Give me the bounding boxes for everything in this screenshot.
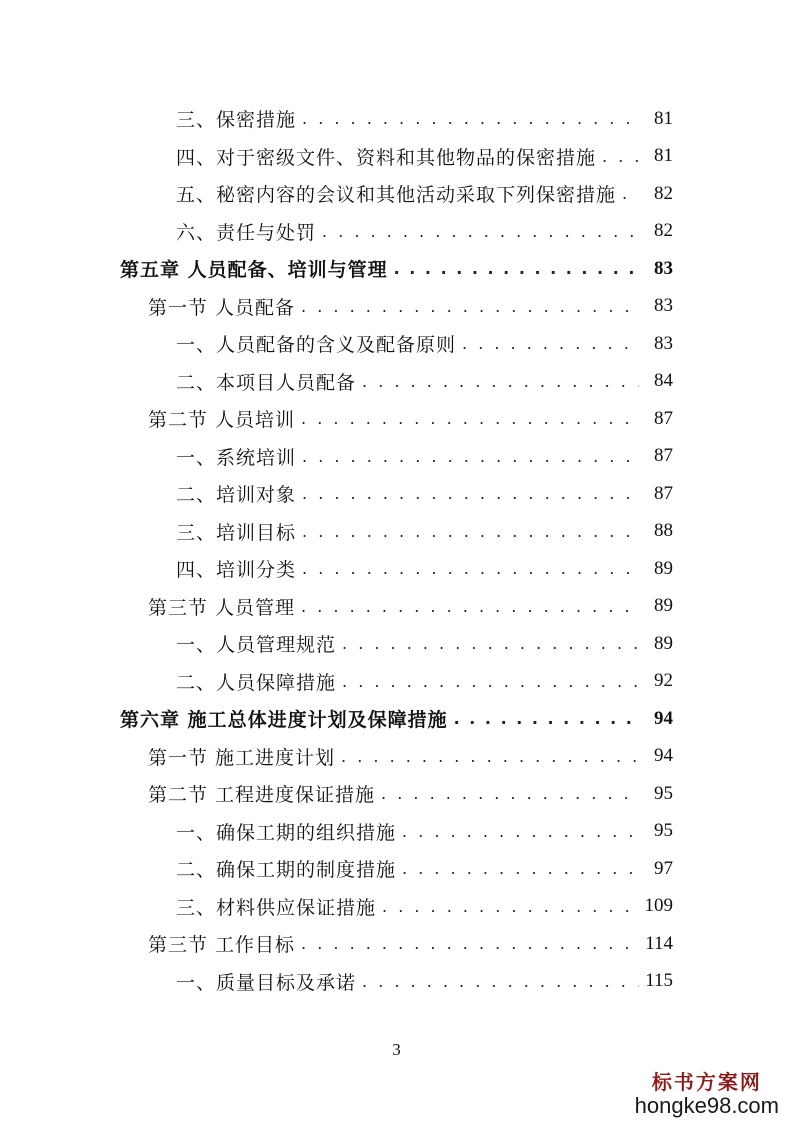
toc-item-entry [0, 888, 793, 926]
toc-page-number: 89 [654, 595, 673, 617]
toc-page-number: 81 [654, 107, 673, 129]
toc-entry-title: 一、确保工期的组织措施 [176, 821, 397, 844]
toc-entry-title: 三、培训目标 [176, 521, 297, 544]
toc-page-number: 97 [654, 857, 673, 879]
toc-page-number: 94 [654, 745, 673, 767]
toc-chapter-entry [0, 250, 793, 288]
toc-entry-title: 第五章 人员配备、培训与管理 [120, 259, 388, 282]
toc-entry-title: 一、人员配备的含义及配备原则 [176, 334, 457, 357]
toc-row-inner [176, 855, 793, 882]
toc-page-number: 84 [654, 370, 673, 392]
toc-page-number: 81 [654, 145, 673, 167]
toc-dot-leader [622, 184, 639, 203]
toc-dot-leader [302, 109, 639, 128]
toc-entry-title: 四、对于密级文件、资料和其他物品的保密措施 [176, 146, 597, 169]
toc-row-inner [176, 368, 793, 395]
toc-row-inner [120, 705, 793, 732]
toc-chapter-entry [0, 700, 793, 738]
toc-row-inner [176, 968, 793, 995]
toc-dot-leader [302, 559, 639, 578]
toc-entry-title: 二、确保工期的制度措施 [176, 859, 397, 882]
toc-row-inner [120, 255, 793, 282]
toc-entry-title: 三、保密措施 [176, 109, 297, 132]
page-number: 3 [392, 1040, 401, 1059]
toc-dot-leader [362, 372, 639, 391]
toc-item-entry [0, 963, 793, 1001]
toc-dot-leader [381, 784, 639, 803]
toc-entry-title: 第二节 工程进度保证措施 [148, 784, 376, 807]
toc-row-inner [148, 743, 793, 770]
toc-dot-leader [301, 409, 639, 428]
toc-row-inner [176, 480, 793, 507]
toc-item-entry [0, 625, 793, 663]
watermark-url: hongke98.com [634, 1093, 779, 1118]
toc-row-inner [148, 593, 793, 620]
toc-row-inner [176, 518, 793, 545]
toc-dot-leader [302, 522, 639, 541]
toc-entry-title: 第二节 人员培训 [148, 409, 296, 432]
toc-dot-leader [462, 334, 639, 353]
toc-item-entry [0, 175, 793, 213]
toc-entry-title: 第一节 人员配备 [148, 296, 296, 319]
toc-dot-leader [342, 672, 639, 691]
toc-row-inner [176, 218, 793, 245]
toc-page-number: 82 [654, 220, 673, 242]
toc-page-number: 109 [644, 895, 673, 917]
toc-dot-leader [302, 447, 639, 466]
toc-item-entry [0, 213, 793, 251]
toc-dot-leader [301, 934, 639, 953]
toc-dot-leader [402, 859, 639, 878]
toc-section-entry [0, 775, 793, 813]
toc-row-inner [148, 930, 793, 957]
toc-page-number: 83 [654, 332, 673, 354]
toc-dot-leader [602, 147, 639, 166]
toc-entry-title: 第三节 人员管理 [148, 596, 296, 619]
toc-row-inner [176, 668, 793, 695]
toc-page-number: 89 [654, 557, 673, 579]
toc-page-number: 95 [654, 820, 673, 842]
toc-dot-leader [302, 484, 639, 503]
toc-item-entry [0, 100, 793, 138]
toc-item-entry [0, 363, 793, 401]
toc-row-inner [176, 105, 793, 132]
toc-dot-leader [394, 259, 639, 278]
toc-item-entry [0, 138, 793, 176]
toc-row-inner [176, 818, 793, 845]
table-of-contents [0, 100, 793, 1000]
toc-dot-leader [301, 297, 639, 316]
toc-entry-title: 二、人员保障措施 [176, 671, 337, 694]
toc-section-entry [0, 738, 793, 776]
toc-entry-title: 一、系统培训 [176, 446, 297, 469]
toc-entry-title: 二、培训对象 [176, 484, 297, 507]
toc-section-entry [0, 588, 793, 626]
toc-dot-leader [322, 222, 639, 241]
toc-item-entry [0, 438, 793, 476]
toc-section-entry [0, 288, 793, 326]
toc-page-number: 94 [654, 707, 673, 729]
toc-row-inner [176, 143, 793, 170]
toc-dot-leader [341, 747, 639, 766]
toc-entry-title: 六、责任与处罚 [176, 221, 317, 244]
toc-page-number: 115 [645, 970, 673, 992]
toc-row-inner [176, 330, 793, 357]
toc-row-inner [176, 555, 793, 582]
toc-page-number: 95 [654, 782, 673, 804]
toc-item-entry [0, 325, 793, 363]
watermark-logo [635, 1066, 779, 1119]
toc-item-entry [0, 850, 793, 888]
toc-dot-leader [301, 597, 639, 616]
toc-dot-leader [342, 634, 639, 653]
toc-dot-leader [382, 897, 639, 916]
toc-page-number: 114 [645, 932, 673, 954]
toc-item-entry [0, 813, 793, 851]
toc-item-entry [0, 475, 793, 513]
toc-page-number: 87 [654, 445, 673, 467]
toc-section-entry [0, 400, 793, 438]
toc-entry-title: 三、材料供应保证措施 [176, 896, 377, 919]
toc-row-inner [148, 780, 793, 807]
toc-page-number: 87 [654, 482, 673, 504]
toc-entry-title: 二、本项目人员配备 [176, 371, 357, 394]
toc-dot-leader [454, 709, 639, 728]
toc-entry-title: 第三节 工作目标 [148, 934, 296, 957]
toc-entry-title: 一、质量目标及承诺 [176, 971, 357, 994]
toc-row-inner [176, 180, 793, 207]
toc-entry-title: 第一节 施工进度计划 [148, 746, 336, 769]
toc-page-number: 82 [654, 182, 673, 204]
toc-entry-title: 四、培训分类 [176, 559, 297, 582]
toc-page-number: 87 [654, 407, 673, 429]
toc-dot-leader [402, 822, 639, 841]
toc-entry-title: 五、秘密内容的会议和其他活动采取下列保密措施 [176, 184, 617, 207]
toc-entry-title: 第六章 施工总体进度计划及保障措施 [120, 709, 448, 732]
toc-item-entry [0, 513, 793, 551]
toc-row-inner [176, 630, 793, 657]
toc-section-entry [0, 925, 793, 963]
toc-row-inner [148, 293, 793, 320]
toc-page-number: 83 [654, 257, 673, 279]
toc-page-number: 92 [654, 670, 673, 692]
watermark-name: 标书方案网 [651, 1070, 762, 1094]
toc-item-entry [0, 663, 793, 701]
toc-dot-leader [362, 972, 639, 991]
toc-row-inner [148, 405, 793, 432]
toc-page-number: 89 [654, 632, 673, 654]
toc-row-inner [176, 443, 793, 470]
toc-row-inner [176, 893, 793, 920]
toc-entry-title: 一、人员管理规范 [176, 634, 337, 657]
toc-page-number: 83 [654, 295, 673, 317]
toc-page-number: 88 [654, 520, 673, 542]
toc-item-entry [0, 550, 793, 588]
